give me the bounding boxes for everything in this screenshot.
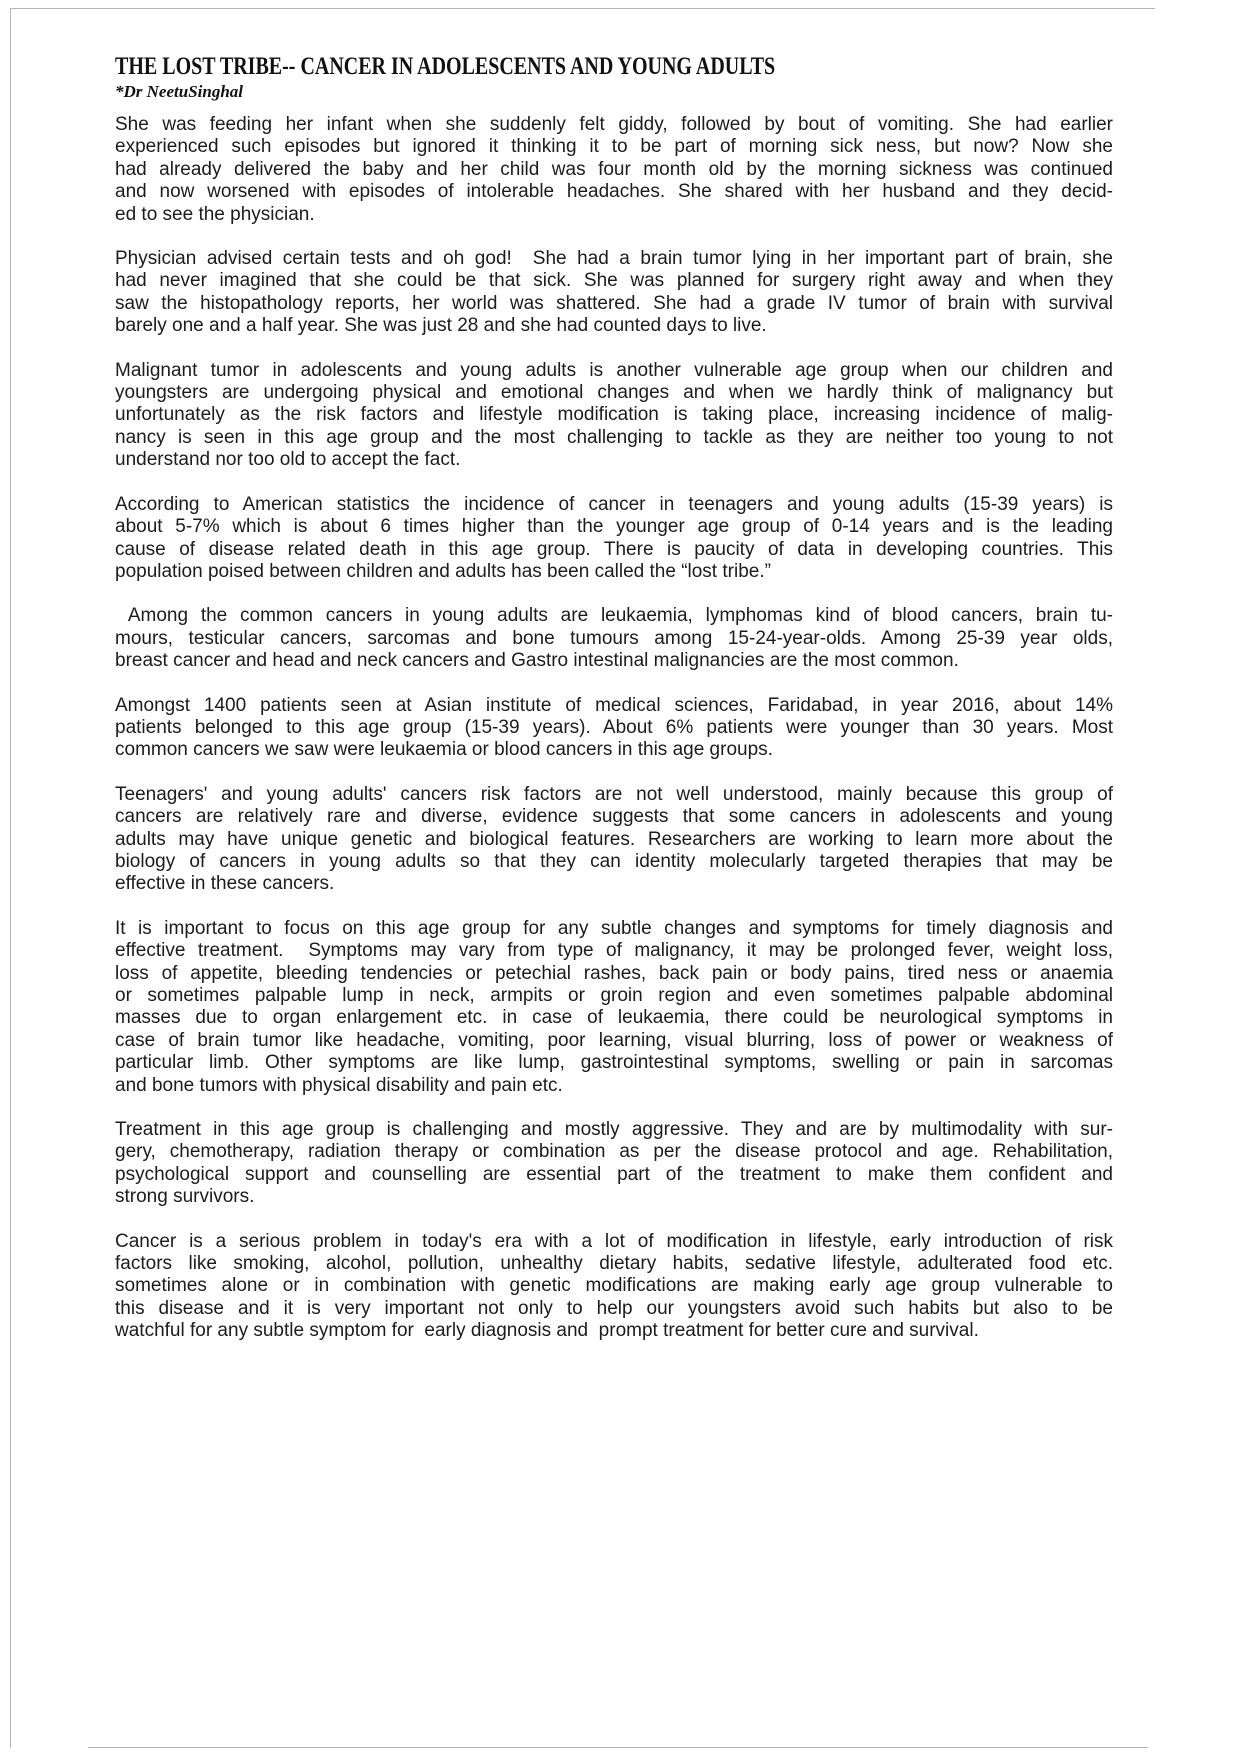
author-byline: *Dr NeetuSinghal xyxy=(115,82,243,101)
text-line: Physician advised certain tests and oh god! She had a brain tumor lying in her important part of brain, she xyxy=(115,248,1113,270)
text-line: experienced such episodes but ignored it thinking it to be part of morning sick ness, but now? Now she xyxy=(115,136,1113,158)
text-line: had never imagined that she could be that sick. She was planned for surgery right away and when they xyxy=(115,270,1113,292)
text-line: youngsters are undergoing physical and emotional changes and when we hardly think of malignancy but xyxy=(115,382,1113,404)
text-line: case of brain tumor like headache, vomiting, poor learning, visual blurring, loss of power or weakness of xyxy=(115,1029,1113,1051)
paragraph xyxy=(115,248,1113,338)
text-line: saw the histopathology reports, her world was shattered. She had a grade IV tumor of brain with survival xyxy=(115,292,1113,314)
text-line: unfortunately as the risk factors and lifestyle modification is taking place, increasing incidence of malig- xyxy=(115,404,1113,426)
text-line: Teenagers' and young adults' cancers risk factors are not well understood, mainly because this group of xyxy=(115,783,1113,805)
text-line: about 5-7% which is about 6 times higher than the younger age group of 0-14 years and is the leading xyxy=(115,516,1113,538)
text-line: cancers are relatively rare and diverse, evidence suggests that some cancers in adolescents and young xyxy=(115,806,1113,828)
text-line: loss of appetite, bleeding tendencies or petechial rashes, back pain or body pains, tired ness or anaemia xyxy=(115,962,1113,984)
text-line: cause of disease related death in this age group. There is paucity of data in developing countries. This xyxy=(115,538,1113,560)
text-line: understand nor too old to accept the fact. xyxy=(115,449,461,471)
text-line: patients belonged to this age group (15-39 years). About 6% patients were younger than 30 years. Most xyxy=(115,716,1113,738)
text-line: effective treatment. Symptoms may vary from type of malignancy, it may be prolonged fever, weight loss, xyxy=(115,940,1113,962)
text-line: adults may have unique genetic and biological features. Researchers are working to learn more about the xyxy=(115,828,1113,850)
paragraph xyxy=(115,1231,1113,1343)
text-line: had already delivered the baby and her child was four month old by the morning sickness was continued xyxy=(115,158,1113,180)
paragraph xyxy=(115,784,1113,896)
page-title: THE LOST TRIBE-- CANCER IN ADOLESCENTS AND YOUNG ADULTS xyxy=(115,53,776,80)
document-content xyxy=(115,52,1113,1365)
text-line: and bone tumors with physical disability and pain etc. xyxy=(115,1074,563,1096)
text-line: strong survivors. xyxy=(115,1186,255,1208)
text-line: Treatment in this age group is challenging and mostly aggressive. They and are by multimodality with sur- xyxy=(115,1119,1113,1141)
text-line: Among the common cancers in young adults are leukaemia, lymphomas kind of blood cancers, brain tu- xyxy=(115,605,1114,627)
text-line: this disease and it is very important not only to help our youngsters avoid such habits but also to be xyxy=(115,1297,1113,1319)
text-line: According to American statistics the incidence of cancer in teenagers and young adults (15-39 years) is xyxy=(115,493,1113,515)
text-line: sometimes alone or in combination with genetic modifications are making early age group vulnerable to xyxy=(115,1275,1113,1297)
paragraph xyxy=(115,605,1113,672)
text-line: She was feeding her infant when she suddenly felt giddy, followed by bout of vomiting. She had earlier xyxy=(115,114,1113,135)
text-line: mours, testicular cancers, sarcomas and bone tumours among 15-24-year-olds. Among 25-39 year olds, xyxy=(115,627,1113,649)
text-line: Cancer is a serious problem in today's era with a lot of modification in lifestyle, early introduction of risk xyxy=(115,1230,1113,1252)
paragraph xyxy=(115,360,1113,472)
text-line: Amongst 1400 patients seen at Asian institute of medical sciences, Faridabad, in year 2016, about 14% xyxy=(115,694,1113,716)
text-line: effective in these cancers. xyxy=(115,873,335,895)
text-line: factors like smoking, alcohol, pollution, unhealthy dietary habits, sedative lifestyle, adulterated food etc. xyxy=(115,1253,1113,1275)
text-line: barely one and a half year. She was just 28 and she had counted days to live. xyxy=(115,315,767,337)
paragraph xyxy=(115,114,1113,226)
text-line: nancy is seen in this age group and the most challenging to tackle as they are neither too young to not xyxy=(115,426,1113,448)
text-line: particular limb. Other symptoms are like lump, gastrointestinal symptoms, swelling or pain in sarcomas xyxy=(115,1052,1113,1074)
text-line: biology of cancers in young adults so that they can identity molecularly targeted therapies that may be xyxy=(115,850,1113,872)
article-body xyxy=(115,114,1113,1343)
paragraph xyxy=(115,918,1113,1097)
page-border-left xyxy=(10,8,11,1748)
text-line: It is important to focus on this age group for any subtle changes and symptoms for timely diagnosis and xyxy=(115,917,1113,939)
paragraph xyxy=(115,494,1113,584)
text-line: common cancers we saw were leukaemia or blood cancers in this age groups. xyxy=(115,739,773,761)
text-line: ed to see the physician. xyxy=(115,203,315,225)
paragraph xyxy=(115,695,1113,762)
text-line: watchful for any subtle symptom for early diagnosis and prompt treatment for better cure and survival. xyxy=(115,1320,979,1342)
text-line: gery, chemotherapy, radiation therapy or combination as per the disease protocol and age. Rehabilitation, xyxy=(115,1141,1113,1163)
page-border-top xyxy=(10,8,1155,9)
text-line: and now worsened with episodes of intolerable headaches. She shared with her husband and they decid- xyxy=(115,181,1113,203)
text-line: Malignant tumor in adolescents and young adults is another vulnerable age group when our children and xyxy=(115,359,1113,381)
text-line: psychological support and counselling are essential part of the treatment to make them confident and xyxy=(115,1163,1113,1185)
text-line: population poised between children and adults has been called the “lost tribe.” xyxy=(115,560,771,582)
paragraph xyxy=(115,1119,1113,1209)
page-border-bottom xyxy=(88,1747,1148,1748)
text-line: masses due to organ enlargement etc. in case of leukaemia, there could be neurological symptoms in xyxy=(115,1007,1113,1029)
text-line: breast cancer and head and neck cancers and Gastro intestinal malignancies are the most common. xyxy=(115,650,959,672)
text-line: or sometimes palpable lump in neck, armpits or groin region and even sometimes palpable abdominal xyxy=(115,985,1113,1006)
